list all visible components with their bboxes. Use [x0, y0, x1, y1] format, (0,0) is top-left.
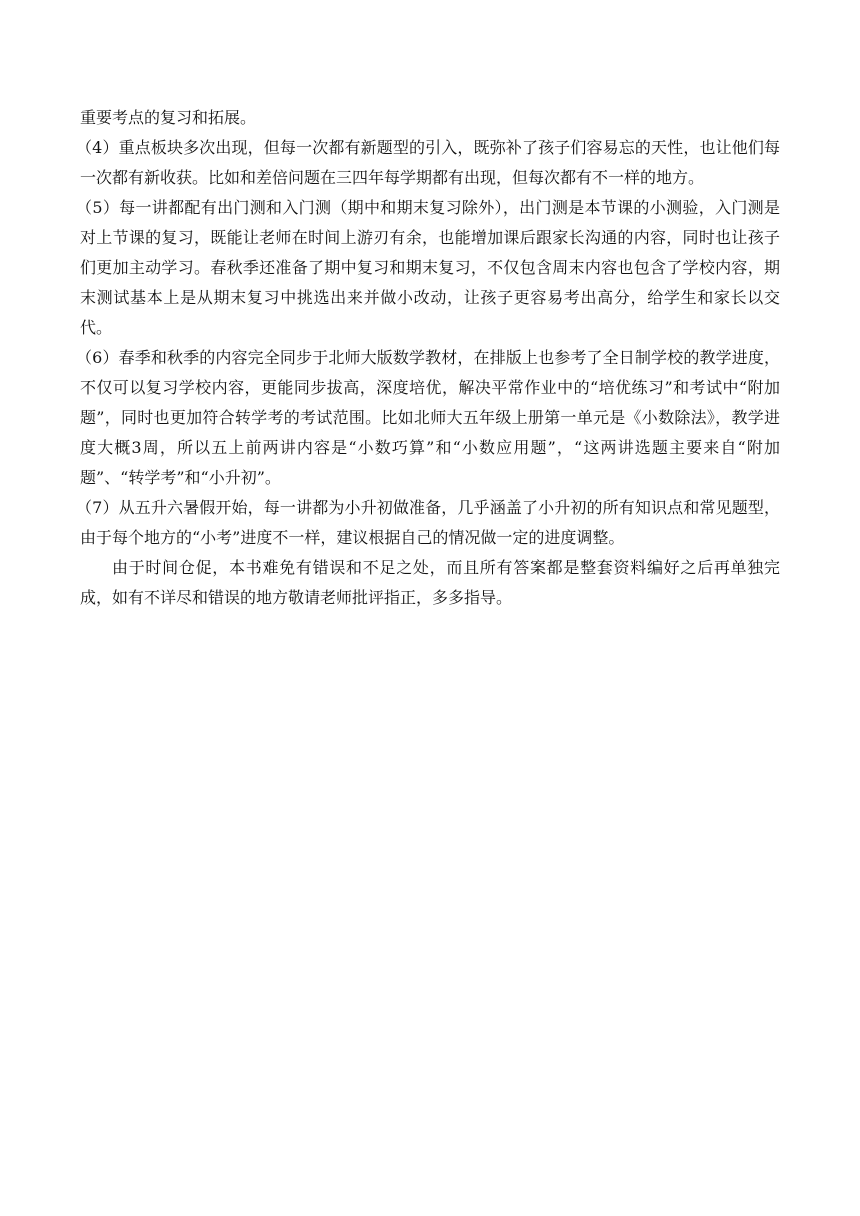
- paragraph-closing-note: 由于时间仓促，本书难免有错误和不足之处，而且所有答案都是整套资料编好之后再单独完成，如有不详尽和错误的地方敬请老师批评指正，多多指导。: [80, 558, 780, 607]
- paragraph-item-5: （5）每一讲都配有出门测和入门测（期中和期末复习除外），出门测是本节课的小测验，入门测是对上节课的复习，既能让老师在时间上游刃有余，也能增加课后跟家长沟通的内容，同时也让孩子们更加主动学习。春秋季还准备了期中复习和期末复习，不仅包含周末内容也包含了学校内容，期末测试基本上是从期末复习中挑选出来并做小改动，让孩子更容易考出高分，给学生和家长以交代。: [76, 198, 780, 337]
- paragraph-item-6: （6）春季和秋季的内容完全同步于北师大版数学教材，在排版上也参考了全日制学校的教学进度，不仅可以复习学校内容，更能同步拔高，深度培优，解决平常作业中的“培优练习”和考试中“附加题”，同时也更加符合转学考的考试范围。比如北师大五年级上册第一单元是《小数除法》，教学进度大概3周，所以五上前两讲内容是“小数巧算”和“小数应用题”，“这两讲选题主要来自“附加题”、“转学考”和“小升初”。: [76, 348, 780, 487]
- paragraph-review-extension: 重要考点的复习和拓展。: [80, 108, 257, 127]
- paragraph-item-7: （7）从五升六暑假开始，每一讲都为小升初做准备，几乎涵盖了小升初的所有知识点和常见题型，由于每个地方的“小考”进度不一样，建议根据自己的情况做一定的进度调整。: [76, 498, 780, 547]
- document-page: [76, 103, 780, 613]
- paragraph-item-4: （4）重点板块多次出现，但每一次都有新题型的引入，既弥补了孩子们容易忘的天性，也让他们每一次都有新收获。比如和差倍问题在三四年每学期都有出现，但每次都有不一样的地方。: [76, 138, 780, 187]
